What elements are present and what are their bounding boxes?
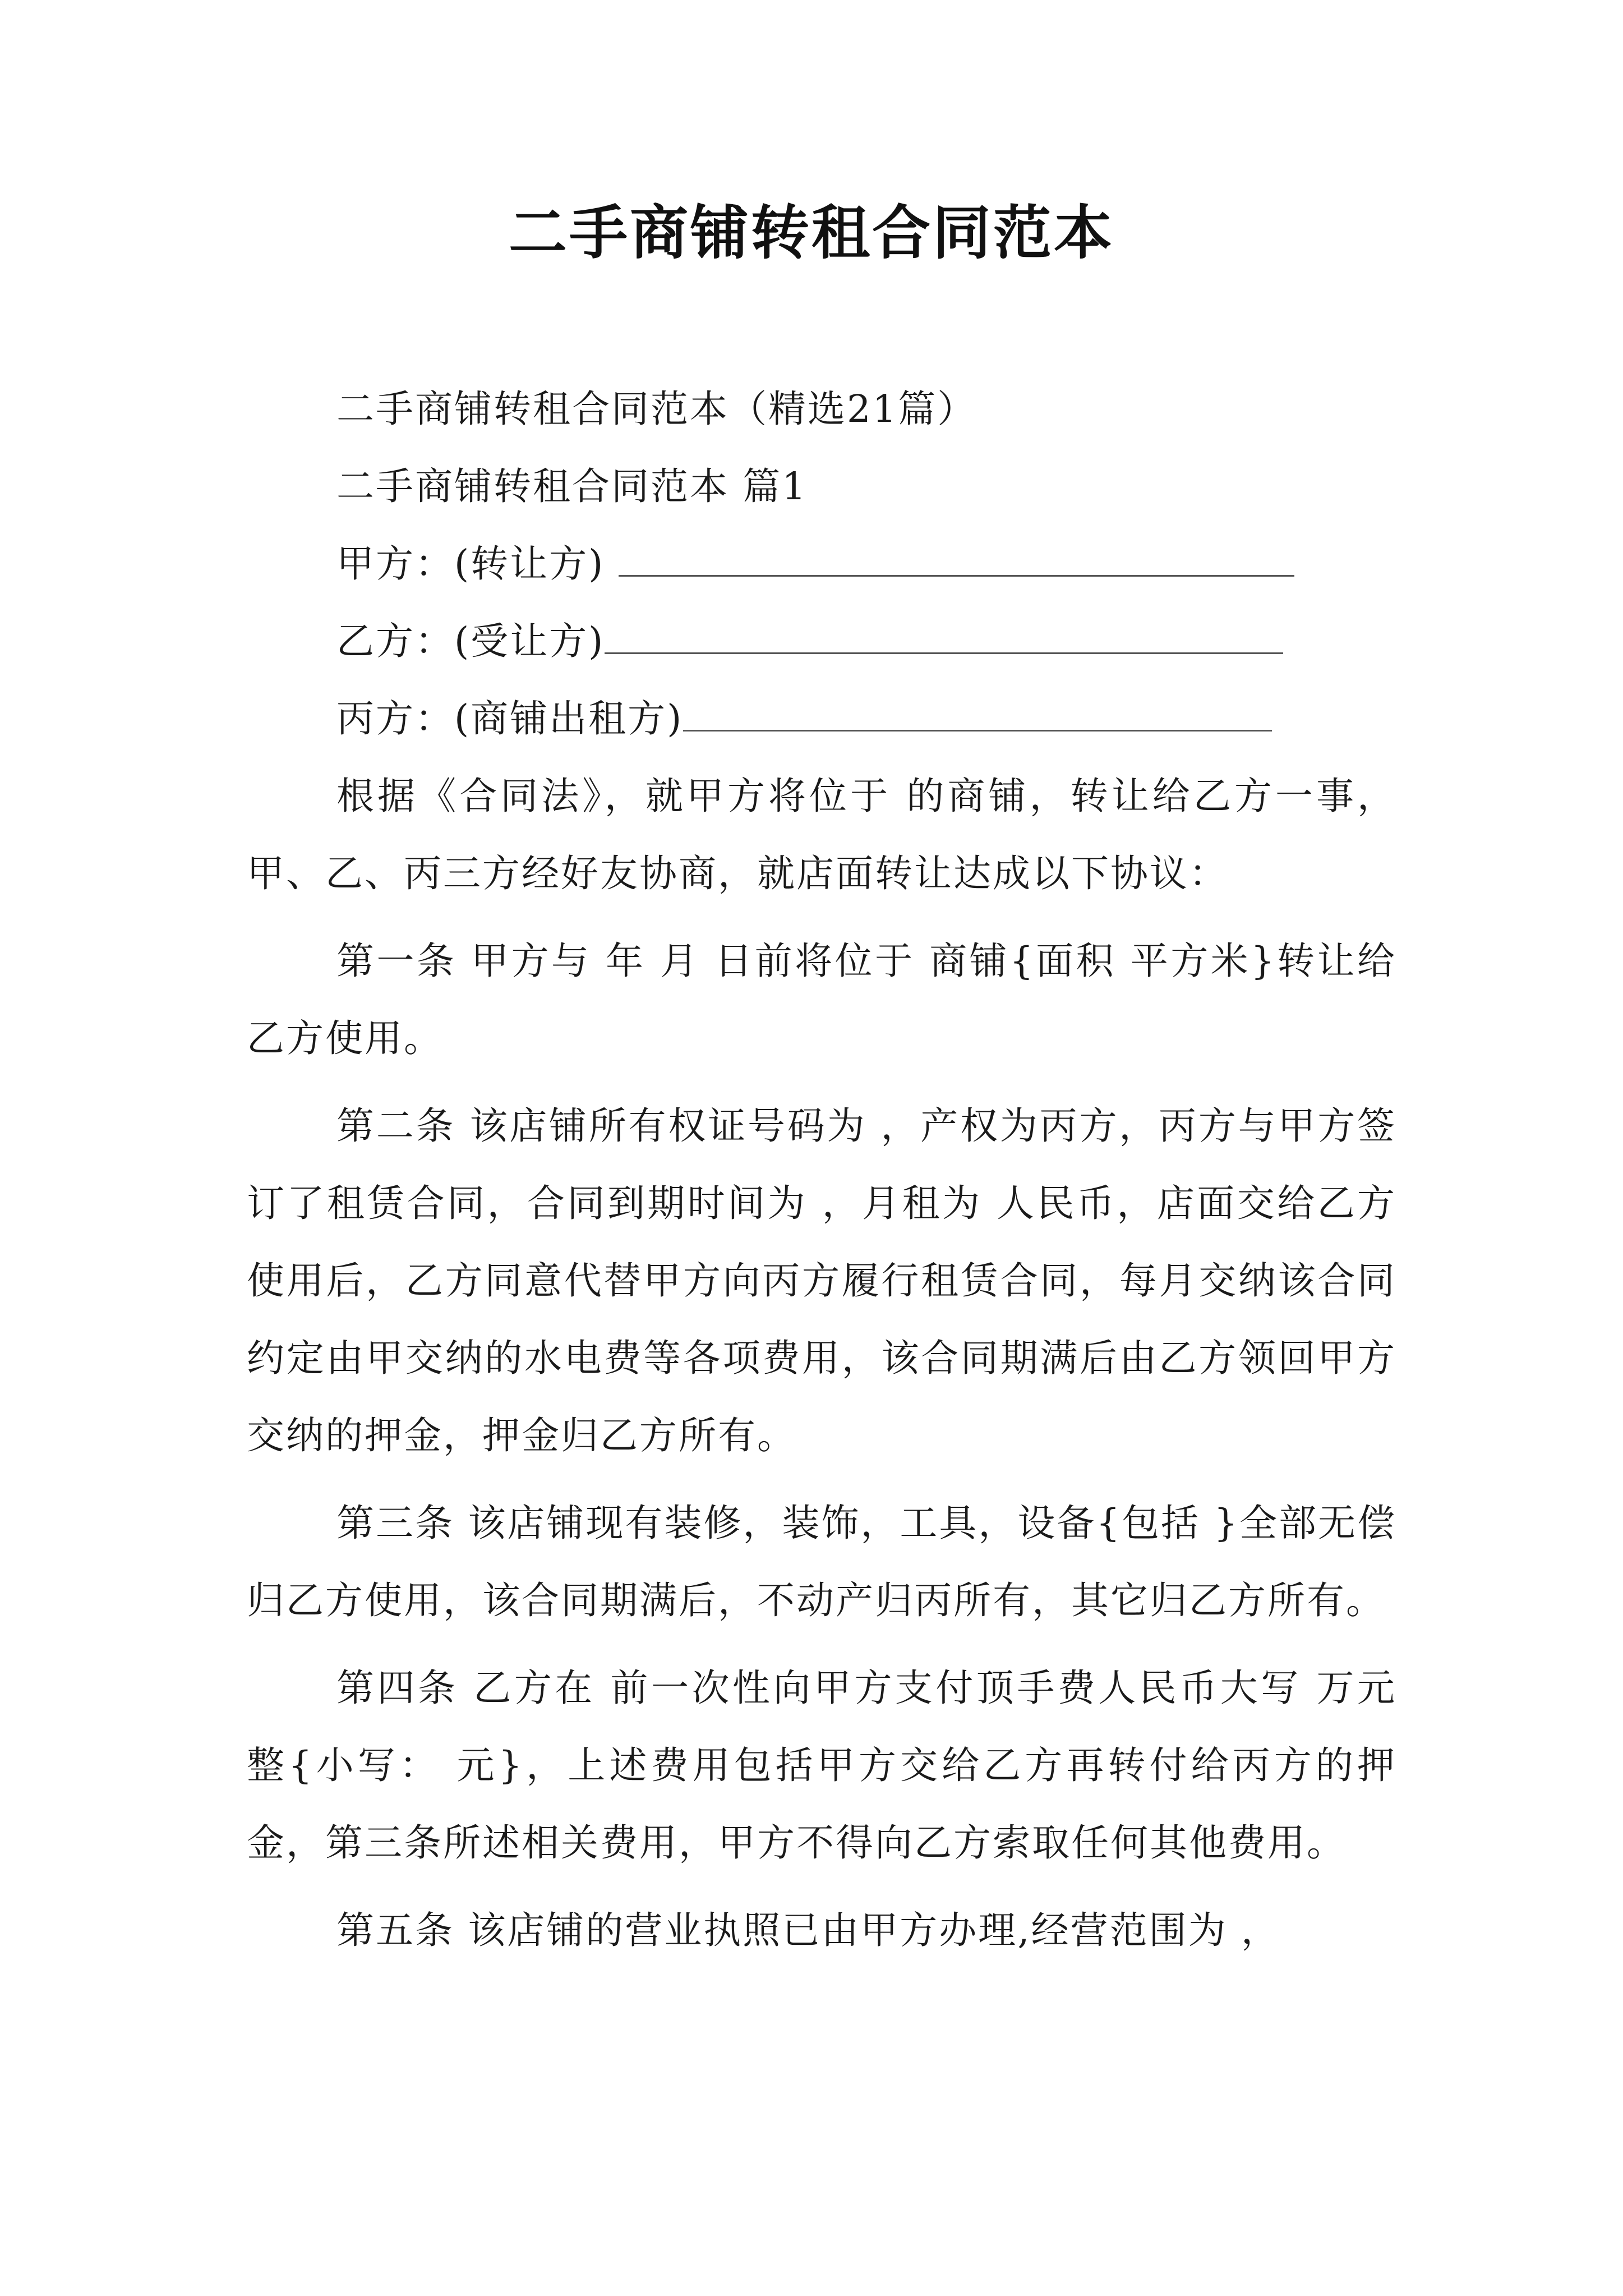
party-a-line (247, 525, 1396, 602)
party-c-label: 丙方：(商铺出租方) (336, 697, 684, 740)
paragraph-article-4: 第四条 乙方在 前一次性向甲方支付顶手费人民币大写 万元整{小写： 元}，上述费用包括甲方交给乙方再转付给丙方的押金，第三条所述相关费用，甲方不得向乙方索取任何其他费用。 (247, 1666, 1396, 1865)
party-a-label: 甲方：(转让方) (336, 542, 605, 586)
section-heading: 二手商铺转租合同范本 篇1 (336, 464, 808, 508)
paragraph-article-1: 第一条 甲方与 年 月 日前将位于 商铺{面积 平方米}转让给乙方使用。 (247, 939, 1396, 1060)
party-a-blank (619, 539, 1294, 577)
party-c-blank (683, 694, 1272, 731)
subtitle: 二手商铺转租合同范本（精选21篇） (336, 387, 977, 431)
party-c-line (247, 680, 1396, 757)
document-body (247, 370, 1396, 1969)
paragraph-article-5: 第五条 该店铺的营业执照已由甲方办理,经营范围为 ， (336, 1908, 1280, 1952)
party-b-line (247, 602, 1396, 680)
party-b-blank (605, 616, 1283, 654)
paragraph-article-2: 第二条 该店铺所有权证号码为 ，产权为丙方，丙方与甲方签订了租赁合同，合同到期时间为 ，月租为 人民币，店面交给乙方使用后，乙方同意代替甲方向丙方履行租赁合同，每月交纳该合同约定由甲交纳的水电费等各项费用，该合同期满后由乙方领回甲方交纳的押金，押金归乙方所有。 (247, 1104, 1396, 1457)
document-title: 二手商铺转租合同范本 (508, 199, 1114, 267)
party-b-label: 乙方：(受让方) (336, 619, 605, 663)
paragraph-intro: 根据《合同法》，就甲方将位于 的商铺，转让给乙方一事，甲、乙、丙三方经好友协商，就店面转让达成以下协议： (247, 774, 1396, 895)
paragraph-article-3: 第三条 该店铺现有装修，装饰，工具，设备{包括 }全部无偿归乙方使用，该合同期满后，不动产归丙所有，其它归乙方所有。 (247, 1501, 1396, 1622)
